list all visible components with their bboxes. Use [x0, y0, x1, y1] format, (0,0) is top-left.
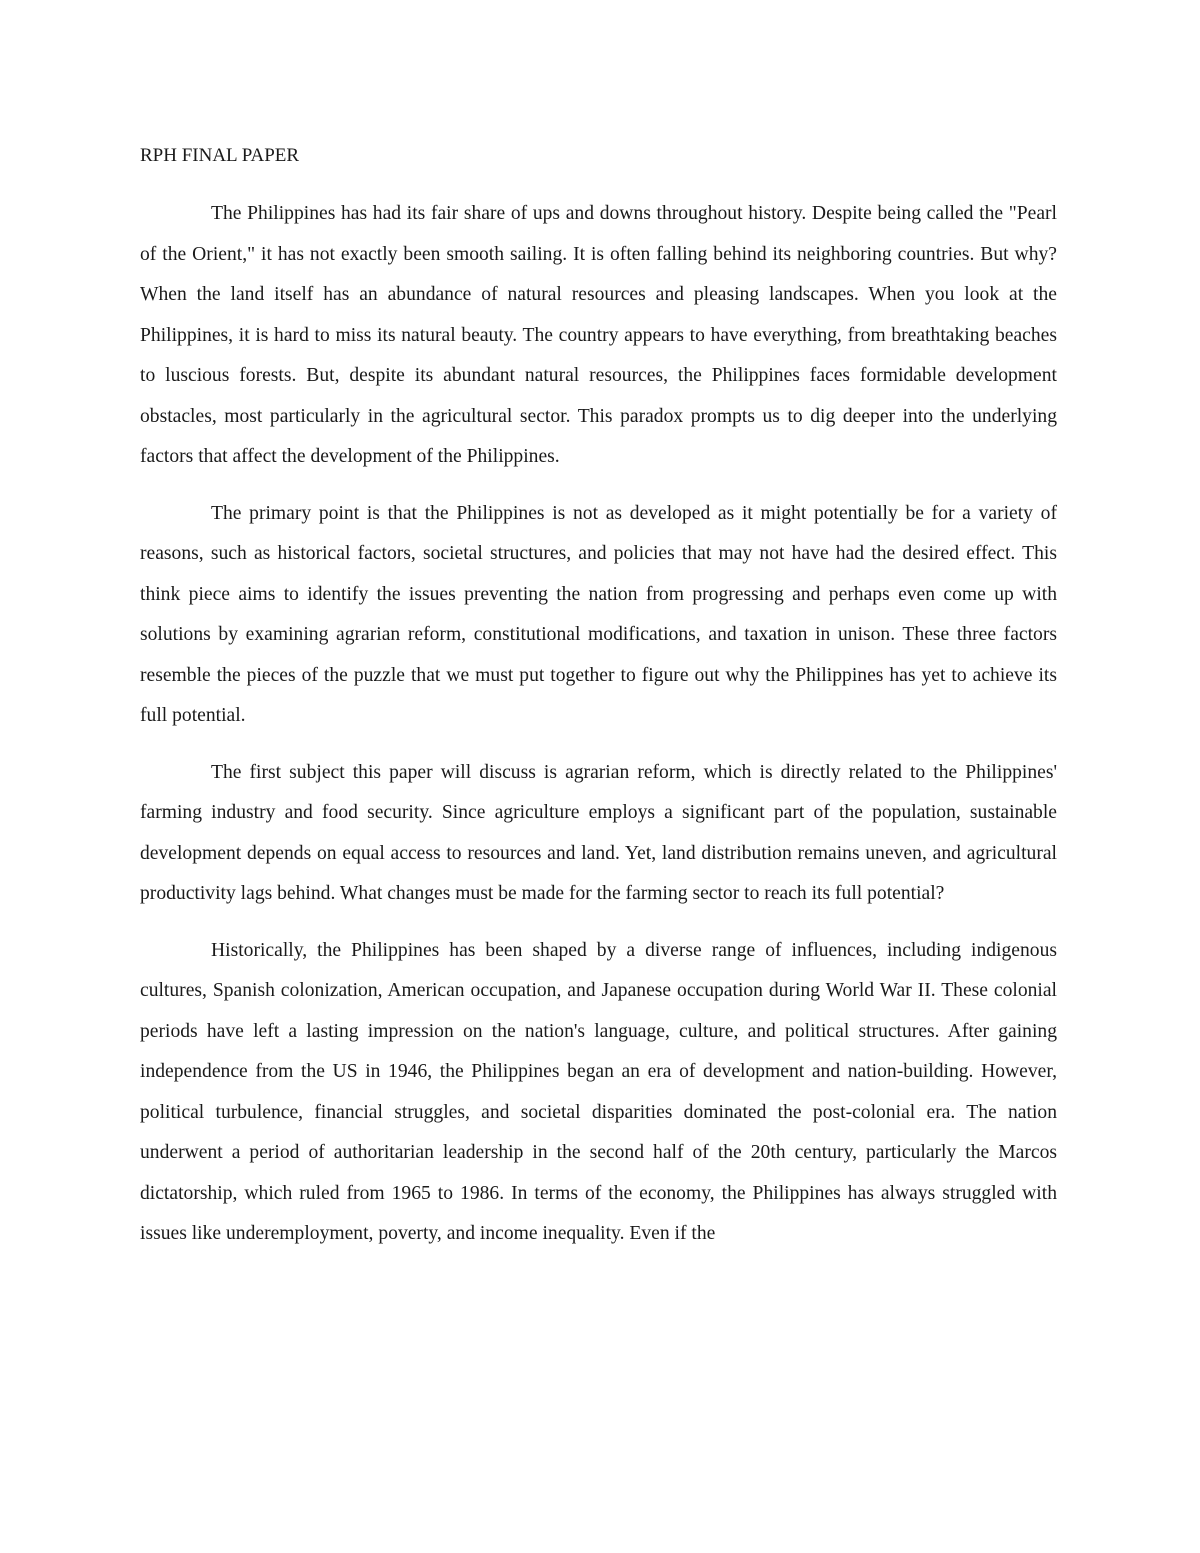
document-title: RPH FINAL PAPER [140, 145, 300, 166]
paragraph: The Philippines has had its fair share of ups and downs throughout history. Despite being called the "Pearl of the Orient," it has not exactly been smooth sailing. It is often falling behind its neighboring countries. But why? When the land itself has an abundance of natural resources and pleasing landscapes. When you look at the Philippines, it is hard to miss its natural beauty. The country appears to have everything, from breathtaking beaches to luscious forests. But, despite its abundant natural resources, the Philippines faces formidable development obstacles, most particularly in the agricultural sector. This paradox prompts us to dig deeper into the underlying factors that affect the development of the Philippines. [140, 203, 1057, 467]
paragraph: The primary point is that the Philippines is not as developed as it might potentially be for a variety of reasons, such as historical factors, societal structures, and policies that may not have had the desired effect. This think piece aims to identify the issues preventing the nation from progressing and perhaps even come up with solutions by examining agrarian reform, constitutional modifications, and taxation in unison. These three factors resemble the pieces of the puzzle that we must put together to figure out why the Philippines has yet to achieve its full potential. [140, 502, 1057, 726]
paragraph: The first subject this paper will discuss is agrarian reform, which is directly related to the Philippines' farming industry and food security. Since agriculture employs a significant part of the population, sustainable development depends on equal access to resources and land. Yet, land distribution remains uneven, and agricultural productivity lags behind. What changes must be made for the farming sector to reach its full potential? [140, 761, 1057, 904]
document-body [140, 194, 1057, 1271]
paragraph: Historically, the Philippines has been shaped by a diverse range of influences, including indigenous cultures, Spanish colonization, American occupation, and Japanese occupation during World War II. These colonial periods have left a lasting impression on the nation's language, culture, and political structures. After gaining independence from the US in 1946, the Philippines began an era of development and nation-building. However, political turbulence, financial struggles, and societal disparities dominated the post-colonial era. The nation underwent a period of authoritarian leadership in the second half of the 20th century, particularly the Marcos dictatorship, which ruled from 1965 to 1986. In terms of the economy, the Philippines has always struggled with issues like underemployment, poverty, and income inequality. Even if the [140, 939, 1057, 1244]
